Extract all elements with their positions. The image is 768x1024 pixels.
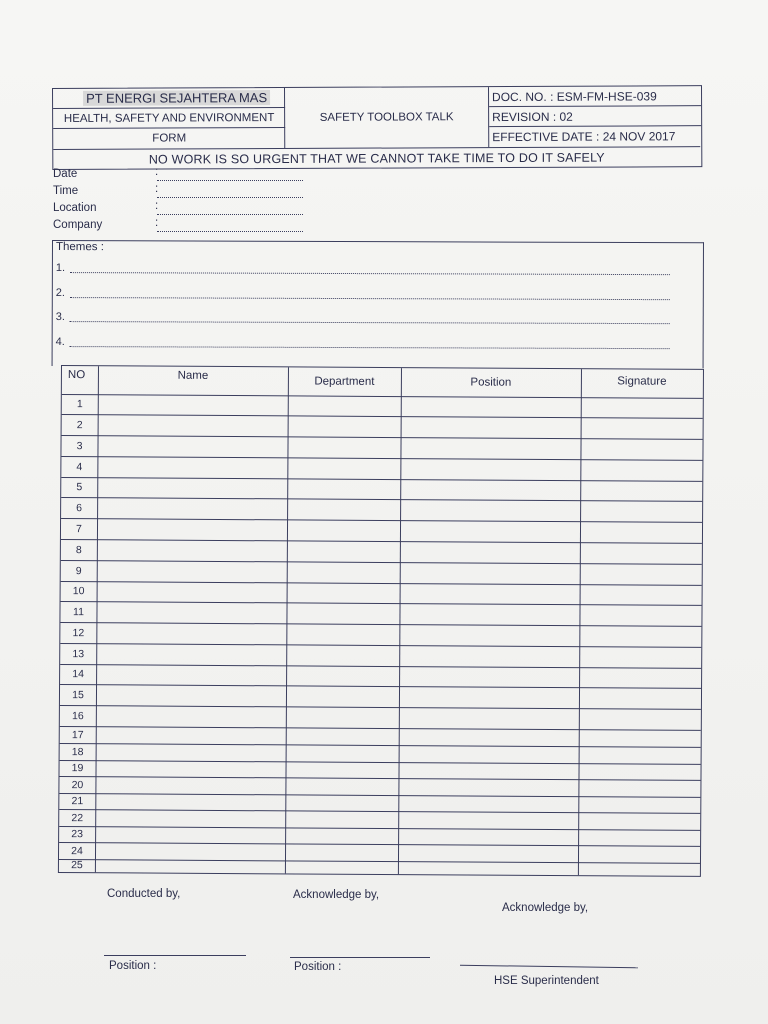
date-blank[interactable] [157, 168, 303, 181]
row-divider [62, 414, 703, 419]
attendance-table [58, 365, 704, 877]
department-name: HEALTH, SAFETY AND ENVIRONMENT [53, 108, 285, 129]
row-number: 9 [75, 564, 82, 577]
row-divider [60, 622, 701, 627]
theme-line[interactable]: 2. [56, 287, 670, 303]
column-divider [398, 368, 402, 874]
row-number: 15 [72, 688, 84, 701]
row-divider [59, 809, 700, 814]
row-divider [61, 477, 702, 482]
row-number: 12 [72, 626, 85, 639]
row-divider [61, 518, 702, 523]
row-number: 22 [71, 811, 84, 824]
row-divider [59, 859, 700, 864]
column-divider [285, 367, 289, 873]
column-divider [578, 369, 582, 875]
themes-title: Themes : [55, 241, 104, 254]
acknowledge-signature-line-2[interactable] [460, 965, 638, 968]
row-divider [61, 456, 702, 461]
row-number: 1 [76, 398, 83, 411]
theme-line[interactable]: 4. [56, 336, 670, 352]
row-divider [60, 643, 701, 648]
row-number: 17 [71, 728, 84, 741]
row-number: 6 [76, 501, 83, 514]
row-number: 10 [72, 585, 85, 598]
row-number: 8 [75, 543, 82, 556]
conducted-signature-line[interactable] [104, 955, 246, 956]
revision: REVISION : 02 [489, 106, 701, 127]
header-signature: Signature [617, 375, 667, 388]
company-block [53, 88, 285, 149]
company-label: Company [53, 219, 103, 231]
time-field[interactable]: Time : [53, 185, 313, 202]
row-divider [60, 684, 701, 689]
row-number: 3 [76, 439, 83, 452]
position-label-2: Position : [294, 961, 342, 973]
theme-line[interactable]: 1. [56, 262, 670, 278]
date-label: Date [53, 168, 78, 180]
doc-number: DOC. NO. : ESM-FM-HSE-039 [489, 86, 701, 107]
company-name: PT ENERGI SEJAHTERA MAS [83, 90, 270, 106]
document-info [489, 86, 701, 147]
row-divider [59, 826, 700, 831]
row-number: 16 [71, 709, 84, 722]
row-number: 11 [73, 605, 84, 618]
row-divider [60, 705, 701, 710]
form-header [52, 85, 702, 170]
header-name: Name [177, 369, 209, 382]
row-divider [59, 793, 700, 798]
form-label: FORM [152, 132, 187, 145]
time-label: Time [53, 185, 79, 197]
row-divider [61, 601, 702, 606]
date-field[interactable]: Date : [53, 168, 313, 185]
location-blank[interactable] [157, 202, 303, 215]
row-divider [60, 760, 701, 765]
row-number: 7 [76, 522, 82, 535]
company-field[interactable]: Company : [53, 219, 313, 236]
row-number: 21 [71, 795, 84, 808]
location-label: Location [53, 202, 97, 214]
company-blank[interactable] [157, 219, 303, 232]
header-position: Position [470, 376, 512, 389]
row-divider [62, 435, 703, 440]
row-number: 19 [71, 762, 84, 775]
row-divider [60, 664, 701, 669]
position-label-1: Position : [109, 960, 157, 972]
themes-box [52, 240, 704, 368]
row-number: 4 [76, 460, 83, 473]
row-number: 23 [71, 828, 84, 841]
row-number: 25 [71, 859, 83, 872]
row-divider [59, 842, 700, 847]
row-divider [61, 560, 702, 565]
acknowledge-by-label-1: Acknowledge by, [293, 889, 380, 901]
location-field[interactable]: Location : [53, 202, 313, 219]
row-number: 18 [71, 745, 84, 758]
form-title: SAFETY TOOLBOX TALK [285, 87, 489, 148]
row-divider [59, 776, 700, 781]
conducted-by-label: Conducted by, [107, 888, 181, 900]
row-divider [60, 726, 701, 731]
header-no: NO [67, 369, 86, 382]
row-number: 24 [71, 844, 83, 857]
acknowledge-signature-line-1[interactable] [290, 957, 430, 958]
row-number: 13 [72, 647, 85, 660]
row-divider [60, 743, 701, 748]
row-divider [61, 581, 702, 586]
acknowledge-by-label-2: Acknowledge by, [502, 902, 589, 914]
row-number: 5 [76, 481, 83, 494]
hse-superintendent-label: HSE Superintendent [494, 975, 599, 987]
row-number: 20 [71, 778, 84, 791]
safety-slogan: NO WORK IS SO URGENT THAT WE CANNOT TAKE TIME TO DO IT SAFELY [53, 146, 700, 169]
row-divider [61, 539, 702, 544]
theme-line[interactable]: 3. [56, 311, 670, 327]
row-divider [61, 497, 702, 502]
header-department: Department [314, 375, 375, 388]
effective-date: EFFECTIVE DATE : 24 NOV 2017 [492, 129, 676, 145]
row-number: 14 [72, 668, 84, 681]
row-number: 2 [76, 418, 83, 431]
time-blank[interactable] [157, 185, 303, 198]
